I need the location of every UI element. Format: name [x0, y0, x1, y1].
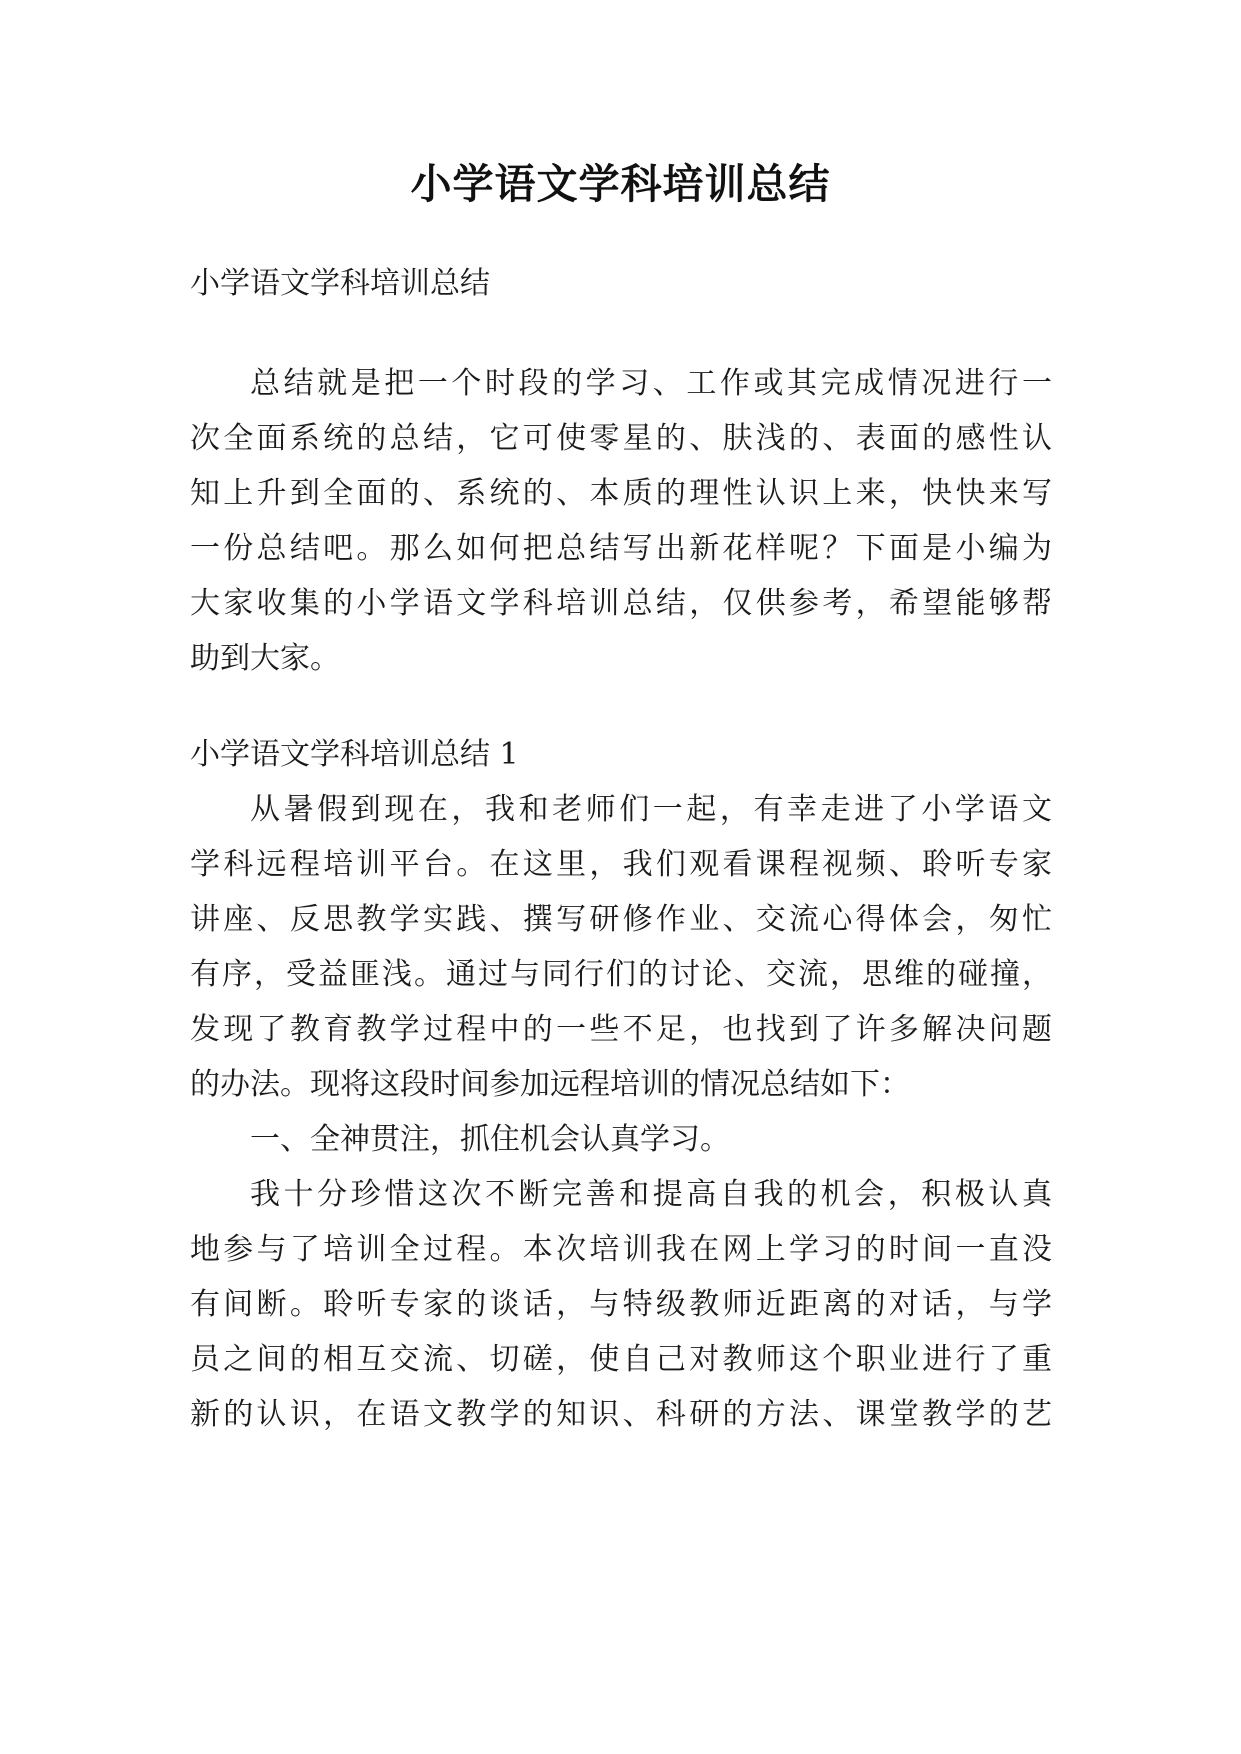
- paragraph2-line-3: 有间断。聆听专家的谈话，与特级教师近距离的对话，与学: [190, 1287, 1052, 1322]
- intro-line-6: 助到大家。: [190, 641, 340, 676]
- intro-line-2: 次全面系统的总结，它可使零星的、肤浅的、表面的感性认: [190, 421, 1052, 456]
- intro-line-3: 知上升到全面的、系统的、本质的理性认识上来，快快来写: [190, 476, 1052, 511]
- document-title: 小学语文学科培训总结: [410, 160, 831, 208]
- document-subtitle: 小学语文学科培训总结: [190, 266, 490, 301]
- paragraph1-line-2: 学科远程培训平台。在这里，我们观看课程视频、聆听专家: [190, 847, 1052, 882]
- paragraph2-line-5: 新的认识，在语文教学的知识、科研的方法、课堂教学的艺: [190, 1397, 1052, 1432]
- paragraph1-line-4: 有序，受益匪浅。通过与同行们的讨论、交流，思维的碰撞，: [190, 957, 1052, 992]
- intro-line-5: 大家收集的小学语文学科培训总结，仅供参考，希望能够帮: [190, 586, 1052, 621]
- paragraph1-line-1: 从暑假到现在，我和老师们一起，有幸走进了小学语文: [250, 792, 1052, 827]
- paragraph2-line-4: 员之间的相互交流、切磋，使自己对教师这个职业进行了重: [190, 1342, 1052, 1377]
- paragraph2-line-1: 我十分珍惜这次不断完善和提高自我的机会，积极认真: [250, 1177, 1052, 1212]
- paragraph1-line-5: 发现了教育教学过程中的一些不足，也找到了许多解决问题: [190, 1012, 1052, 1047]
- paragraph1-line-6: 的办法。现将这段时间参加远程培训的情况总结如下：: [190, 1067, 910, 1102]
- paragraph1-line-3: 讲座、反思教学实践、撰写研修作业、交流心得体会，匆忙: [190, 902, 1052, 937]
- paragraph2-line-2: 地参与了培训全过程。本次培训我在网上学习的时间一直没: [190, 1232, 1052, 1267]
- intro-line-1: 总结就是把一个时段的学习、工作或其完成情况进行一: [250, 366, 1052, 401]
- intro-line-4: 一份总结吧。那么如何把总结写出新花样呢？下面是小编为: [190, 531, 1052, 566]
- point-heading: 一、全神贯注，抓住机会认真学习。: [250, 1122, 730, 1157]
- section-heading: 小学语文学科培训总结 1: [190, 737, 519, 772]
